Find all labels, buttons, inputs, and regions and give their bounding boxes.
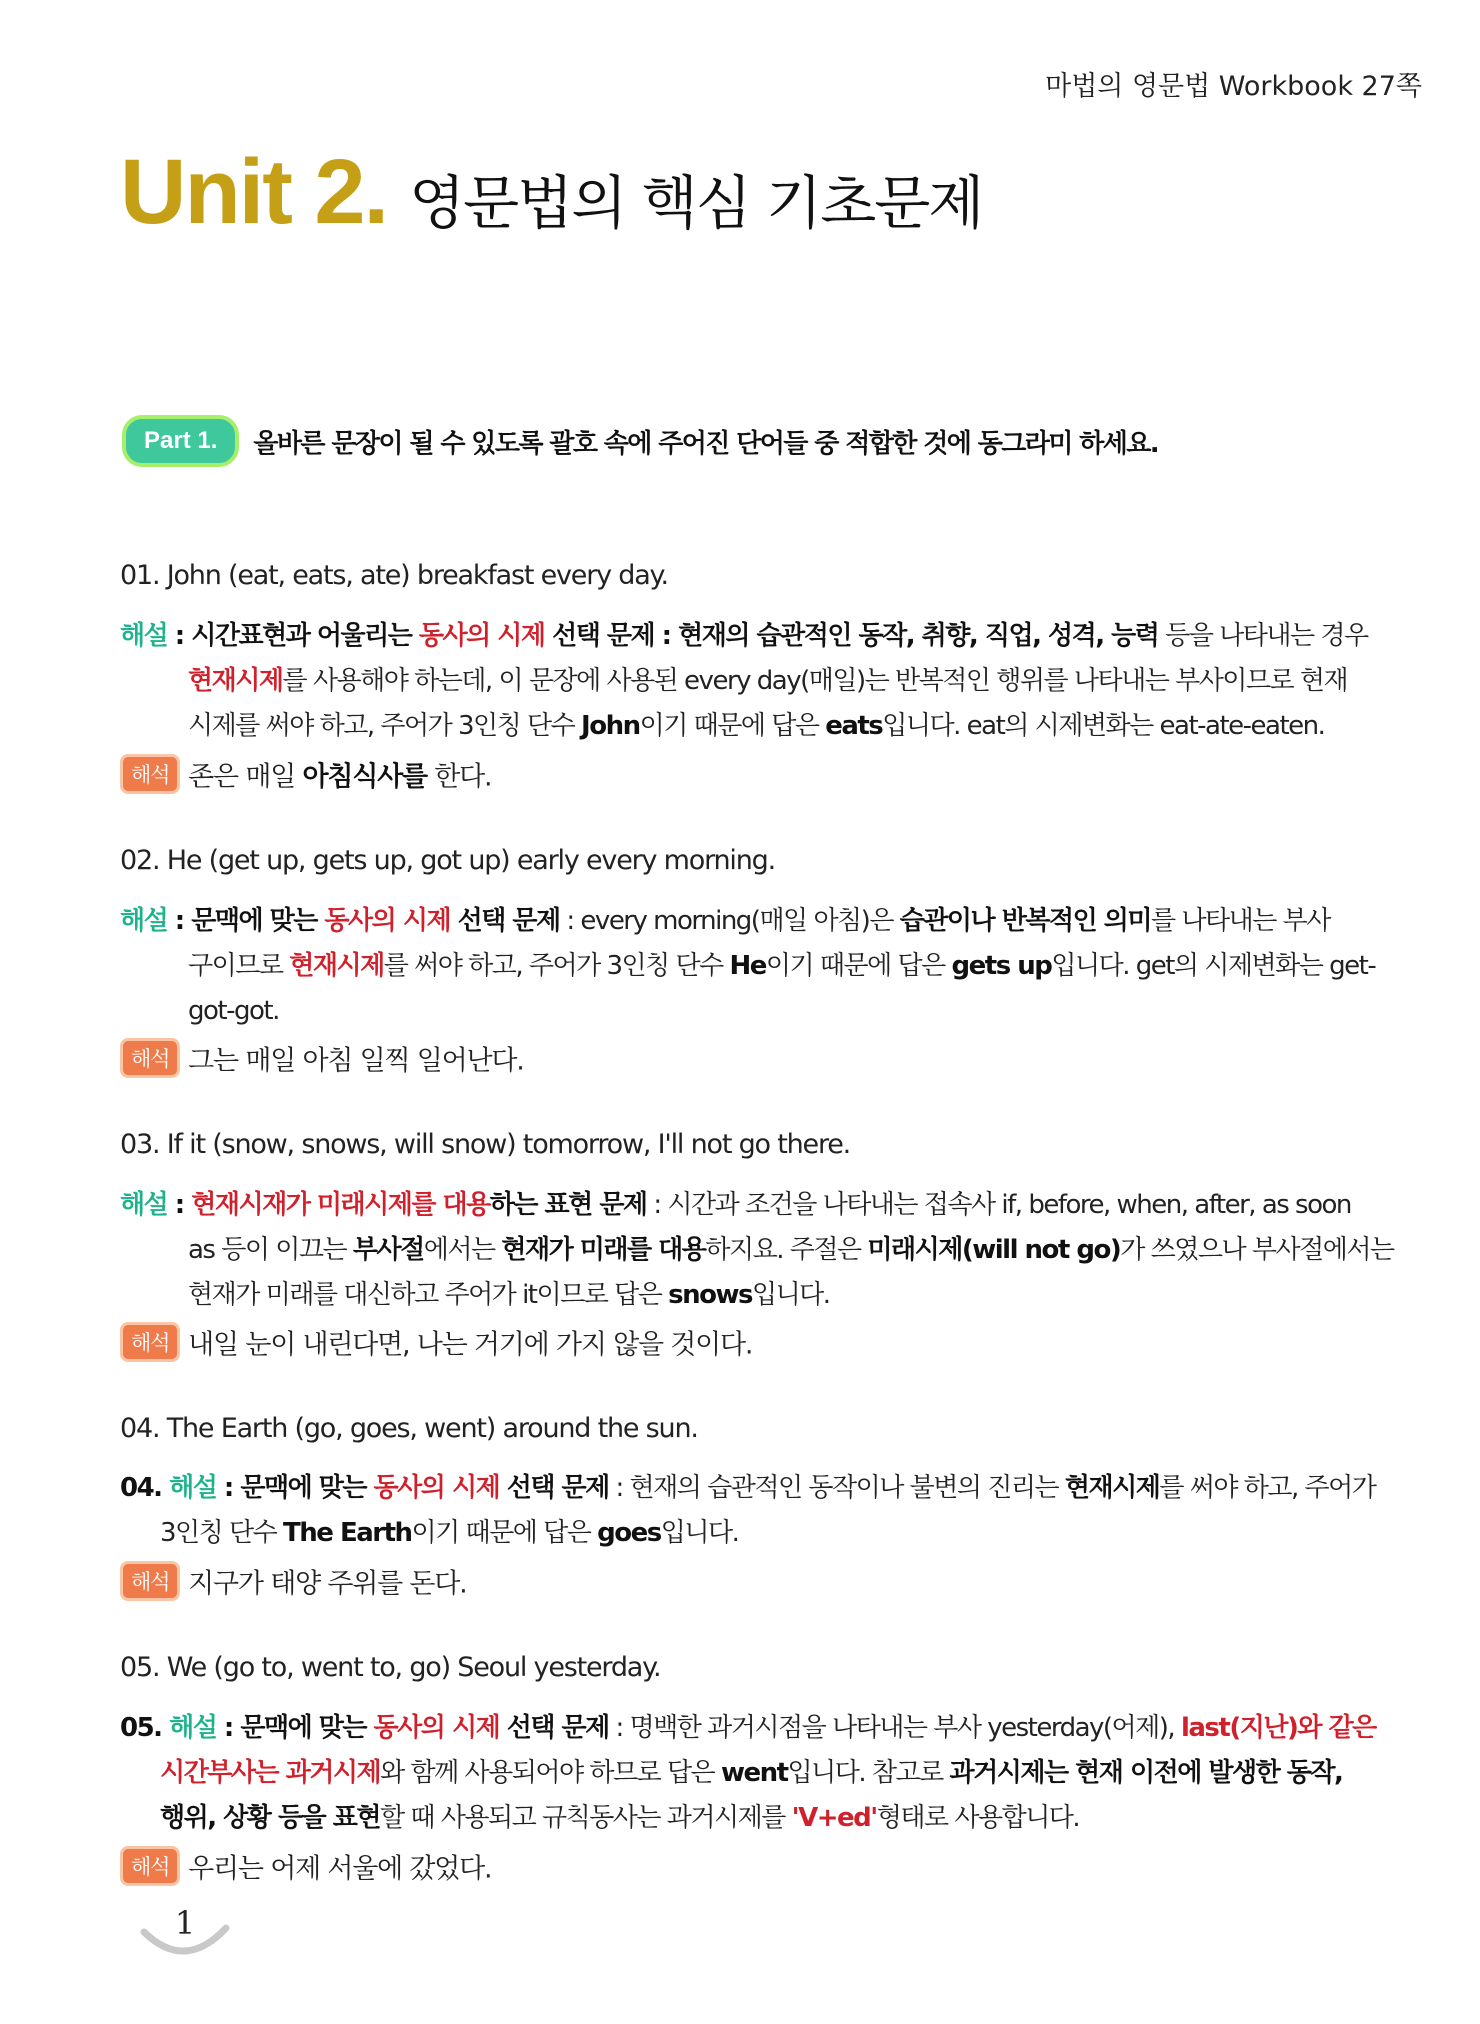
plain-text: 이기 때문에 답은 [765, 951, 952, 981]
bold-text: 선택 문제 [499, 1473, 609, 1503]
bold-text: He [729, 951, 766, 981]
explanation-label: 해설 [120, 1190, 168, 1220]
bold-text: went [720, 1758, 788, 1788]
plain-text: 등을 나타내는 경우 [1158, 621, 1368, 651]
plain-text: 3인칭 단수 [160, 1518, 284, 1548]
bold-text: 행위, 상황 등을 표현 [160, 1803, 380, 1833]
question-5: 05. We (go to, went to, go) Seoul yesterday. [120, 1652, 661, 1683]
plain-text: 입니다. [660, 1518, 739, 1548]
bold-text: snows [668, 1280, 752, 1310]
plain-text: 이기 때문에 답은 [411, 1518, 598, 1548]
plain-text: : 현재의 습관적인 동작이나 불변의 진리는 [608, 1473, 1065, 1503]
explanation-line [120, 989, 1340, 1034]
translation-text [188, 762, 491, 793]
book-reference: 마법의 영문법 Workbook 27쪽 [1045, 71, 1422, 102]
bold-text: 아침식사를 [302, 761, 427, 793]
bold-text: The Earth [283, 1518, 412, 1548]
question-4: 04. The Earth (go, goes, went) around the sun. [120, 1413, 698, 1444]
plain-text: 이기 때문에 답은 [639, 711, 826, 741]
bold-text: John [581, 711, 640, 741]
page-title [120, 140, 982, 245]
explanation-label: 해설 [120, 621, 168, 651]
explanation-label: 해설 [169, 1713, 217, 1743]
plain-text: got-got. [188, 996, 279, 1026]
plain-text: : 명백한 과거시점을 나타내는 부사 yesterday(어제), [608, 1713, 1181, 1743]
translation-text [188, 1854, 491, 1885]
plain-text: 를 나타내는 부사 [1150, 906, 1330, 936]
plain-text: 입니다. 참고로 [787, 1758, 950, 1788]
explanation-3 [120, 1183, 1394, 1318]
bold-text: 현재시제 [1064, 1473, 1160, 1503]
highlight-text: 동사의 시제 [418, 621, 545, 651]
bold-text: : 문맥에 맞는 [216, 1713, 374, 1743]
explanation-5 [120, 1706, 1376, 1841]
translation-text [188, 1330, 752, 1361]
bold-text: goes [597, 1518, 661, 1548]
plain-text: 입니다. [751, 1280, 830, 1310]
translation-badge: 해석 [120, 754, 180, 794]
part-instruction: 올바른 문장이 될 수 있도록 괄호 속에 주어진 단어들 중 적합한 것에 동그라미 하세요. [253, 428, 1159, 459]
plain-text: 가 쓰였으나 부사절에서는 [1120, 1235, 1394, 1265]
bold-text: 04. [120, 1473, 170, 1503]
explanation-1 [120, 614, 1368, 749]
explanation-line [120, 1511, 1340, 1556]
explanation-line [120, 1751, 1343, 1796]
bold-text: : 시간표현과 어울리는 [167, 621, 419, 651]
plain-text: 형태로 사용합니다. [876, 1803, 1080, 1833]
plain-text: 시제를 써야 하고, 주어가 3인칭 단수 [188, 711, 582, 741]
translation-badge: 해석 [120, 1322, 180, 1362]
plain-text: 현재가 미래를 대신하고 주어가 it이므로 답은 [188, 1280, 669, 1310]
plain-text: 를 사용해야 하는데, 이 문장에 사용된 every day(매일)는 반복적인 행위를 나타내는 부사이므로 현재 [282, 666, 1348, 696]
plain-text: 한다. [426, 761, 492, 793]
explanation-2 [120, 899, 1376, 1034]
plain-text: 입니다. eat의 시제변화는 eat-ate-eaten. [882, 711, 1325, 741]
plain-text: 를 써야 하고, 주어가 3인칭 단수 [383, 951, 730, 981]
explanation-line [120, 659, 1348, 704]
translation-3 [120, 1322, 752, 1362]
plain-text: 지구가 태양 주위를 돈다. [188, 1568, 467, 1600]
translation-5 [120, 1846, 491, 1886]
plain-text: : every morning(매일 아침)은 [559, 906, 900, 936]
translation-4 [120, 1561, 467, 1601]
question-2: 02. He (get up, gets up, got up) early every morning. [120, 845, 775, 876]
plain-text: as 등이 이끄는 [188, 1235, 353, 1265]
plain-text: 우리는 어제 서울에 갔었다. [188, 1853, 492, 1885]
translation-text [188, 1569, 466, 1600]
bold-text: : [167, 1190, 192, 1220]
plain-text: 구이므로 [188, 951, 290, 981]
highlight-text: 현재시제 [289, 951, 384, 981]
question-1: 01. John (eat, eats, ate) breakfast every day. [120, 560, 668, 591]
explanation-line [120, 1273, 1340, 1318]
highlight-text: 현재시제 [188, 666, 283, 696]
bold-text: 하는 표현 문제 [489, 1190, 647, 1220]
highlight-text: 'V+ed' [791, 1803, 877, 1833]
explanation-line [120, 704, 1340, 749]
bold-text: 습관이나 반복적인 의미 [899, 906, 1151, 936]
explanation-line [120, 944, 1376, 989]
bold-text: 미래시제(will not go) [867, 1235, 1121, 1265]
plain-text: 존은 매일 [188, 761, 303, 793]
translation-1 [120, 754, 491, 794]
explanation-line [120, 1466, 1376, 1511]
bold-text: 과거시제는 현재 이전에 발생한 동작, [949, 1758, 1343, 1788]
plain-text: 하지요. 주절은 [705, 1235, 868, 1265]
bold-text: eats [825, 711, 883, 741]
translation-badge: 해석 [120, 1561, 180, 1601]
plain-text: 와 함께 사용되어야 하므로 답은 [380, 1758, 721, 1788]
explanation-4 [120, 1466, 1376, 1556]
bold-text: : 문맥에 맞는 [216, 1473, 374, 1503]
page-number-text: 1 [174, 1904, 196, 1942]
question-3: 03. If it (snow, snows, will snow) tomorrow, I'll not go there. [120, 1129, 851, 1160]
plain-text: 할 때 사용되고 규칙동사는 과거시제를 [379, 1803, 792, 1833]
explanation-line [120, 1796, 1340, 1841]
plain-text: 입니다. get의 시제변화는 get- [1051, 951, 1376, 981]
bold-text: gets up [951, 951, 1052, 981]
explanation-line [120, 1183, 1351, 1228]
part-badge: Part 1. [122, 415, 239, 467]
explanation-line [120, 1228, 1394, 1273]
unit-label: Unit 2. [120, 141, 388, 243]
explanation-line [120, 899, 1340, 944]
bold-text: 부사절 [352, 1235, 424, 1265]
highlight-text: 시간부사는 과거시제 [160, 1758, 381, 1788]
translation-text [188, 1046, 524, 1077]
highlight-text: last(지난)와 같은 [1180, 1713, 1376, 1743]
bold-text: 선택 문제 [499, 1713, 609, 1743]
highlight-text: 현재시재가 미래시제를 대용 [191, 1190, 490, 1220]
bold-text: 현재가 미래를 대용 [501, 1235, 706, 1265]
highlight-text: 동사의 시제 [373, 1713, 500, 1743]
translation-badge: 해석 [120, 1846, 180, 1886]
translation-badge: 해석 [120, 1038, 180, 1078]
explanation-line [120, 614, 1368, 659]
translation-2 [120, 1038, 524, 1078]
highlight-text: 동사의 시제 [324, 906, 451, 936]
bold-text: 선택 문제 : 현재의 습관적인 동작, 취향, 직업, 성격, 능력 [544, 621, 1159, 651]
plain-text: 그는 매일 아침 일찍 일어난다. [188, 1045, 524, 1077]
plain-text: 에서는 [423, 1235, 502, 1265]
plain-text: : 시간과 조건을 나타내는 접속사 if, before, when, after, as soon [646, 1190, 1351, 1220]
explanation-label: 해설 [169, 1473, 217, 1503]
bold-text: 05. [120, 1713, 170, 1743]
unit-title: 영문법의 핵심 기초문제 [409, 169, 983, 237]
bold-text: 선택 문제 [450, 906, 560, 936]
part-header [122, 415, 1158, 467]
page-number [140, 1902, 230, 1962]
explanation-line [120, 1706, 1376, 1751]
plain-text: 내일 눈이 내린다면, 나는 거기에 가지 않을 것이다. [188, 1329, 753, 1361]
plain-text: 를 써야 하고, 주어가 [1159, 1473, 1376, 1503]
bold-text: : 문맥에 맞는 [167, 906, 325, 936]
explanation-label: 해설 [120, 906, 168, 936]
highlight-text: 동사의 시제 [373, 1473, 500, 1503]
